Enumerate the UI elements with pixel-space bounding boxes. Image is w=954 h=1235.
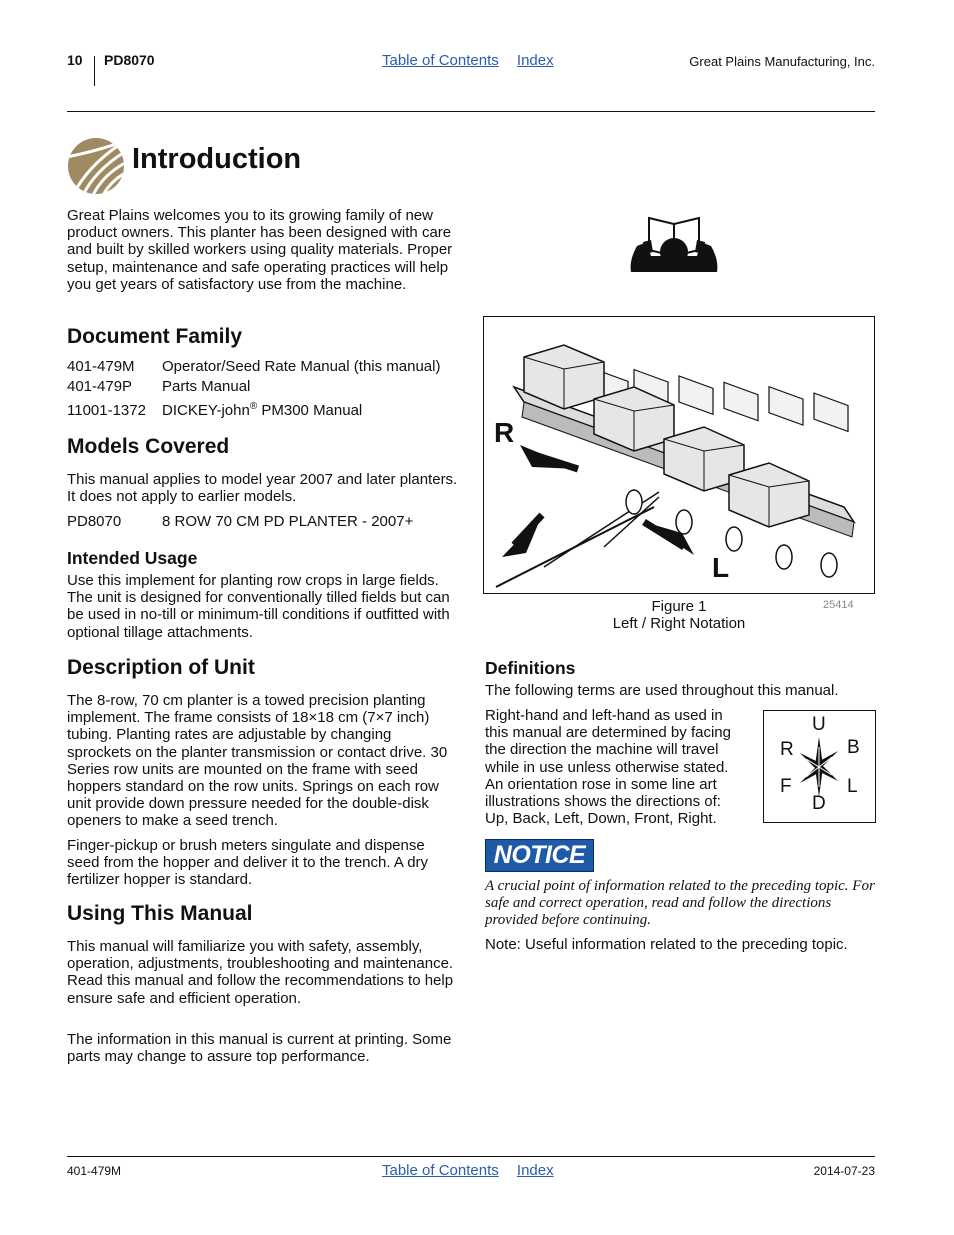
notice-badge: NOTICE — [485, 839, 594, 872]
footer-doc-number: 401-479M — [67, 1164, 122, 1178]
using-manual-para-1: This manual will familiarize you with safety, assembly, operation, adjustments, troubleshooting and maintenance. Read this manual and follow the recommendations to help ensure safe and efficient operation. — [67, 938, 454, 1007]
footer-date: 2014-07-23 — [813, 1164, 875, 1178]
definitions-heading: Definitions — [485, 658, 576, 678]
figure-number: 25414 — [823, 599, 854, 611]
table-row: 11001-1372 DICKEY-john® PM300 Manual — [67, 401, 363, 419]
description-heading: Description of Unit — [67, 656, 255, 679]
table-row: 401-479P Parts Manual — [67, 378, 251, 395]
header-nav — [382, 52, 568, 69]
models-covered-text: This manual applies to model year 2007 and later planters. It does not apply to earlier models. — [67, 471, 458, 506]
definitions-body: Right-hand and left-hand as used in this manual are determined by facing the direction the machine will travel while in use unless otherwise stated. An orientation rose in some line art illustrations shows the directions of: Up, Back, Left, Down, Front, Right. — [485, 707, 731, 828]
models-covered-heading: Models Covered — [67, 435, 230, 458]
rose-down-label: D — [812, 793, 826, 814]
orientation-rose — [763, 710, 876, 823]
page-number: 10 — [67, 52, 83, 68]
model-row: PD8070 8 ROW 70 CM PD PLANTER - 2007+ — [67, 513, 414, 530]
footer-index-link[interactable]: Index — [516, 1162, 554, 1179]
using-manual-heading: Using This Manual — [67, 902, 253, 925]
toc-link[interactable]: Table of Contents — [382, 52, 499, 69]
footer-nav — [382, 1162, 568, 1179]
rose-back-label: B — [847, 737, 860, 758]
table-row: 401-479M Operator/Seed Rate Manual (this manual) — [67, 358, 441, 375]
header-divider — [94, 56, 95, 86]
intro-paragraph: Great Plains welcomes you to its growing family of new product owners. This planter has been designed with care and built by skilled workers using quality materials. Proper setup, maintenance and safe operating practices will help you get years of satisfactory use from the machine. — [67, 207, 453, 293]
footer-toc-link[interactable]: Table of Contents — [382, 1162, 499, 1179]
header-rule — [67, 111, 875, 112]
index-link[interactable]: Index — [516, 52, 554, 69]
note-text: Note: Useful information related to the preceding topic. — [485, 936, 848, 953]
figure-label-right: R — [494, 417, 515, 448]
intended-usage-heading: Intended Usage — [67, 548, 198, 568]
header-model: PD8070 — [104, 52, 155, 68]
rose-front-label: F — [780, 776, 792, 797]
definitions-intro: The following terms are used throughout this manual. — [485, 682, 839, 699]
description-para-1: The 8-row, 70 cm planter is a towed precision planting implement. The frame consists of 18×18 cm (7×7 inch) tubing. Planting rates are adjustable by changing sprockets on the planter transmission or contact drive. 30 Series row units are mounted on the frame with seed hoppers standard on the row units. Springs on each row unit provide down pressure needed for the double-disk openers to make a seed trench. — [67, 692, 448, 830]
rose-right-label: R — [780, 739, 794, 760]
description-para-2: Finger-pickup or brush meters singulate and dispense seed from the hopper and deliver it to the trench. A dry fertilizer hopper is standard. — [67, 837, 429, 889]
using-manual-para-2: The information in this manual is current at printing. Some parts may change to assure top performance. — [67, 1031, 452, 1066]
figure-left-right-notation — [483, 316, 875, 594]
read-manual-icon — [627, 212, 722, 283]
planter-illustration — [484, 317, 874, 593]
notice-text: A crucial point of information related to the preceding topic. For safe and correct operation, read and follow the directions provided before continuing. — [485, 878, 875, 929]
rose-up-label: U — [812, 714, 826, 735]
document-family-heading: Document Family — [67, 325, 243, 348]
document-family-table — [67, 357, 467, 421]
figure-caption: Figure 1 Left / Right Notation — [612, 598, 746, 633]
header-company: Great Plains Manufacturing, Inc. — [689, 54, 875, 69]
intended-usage-text: Use this implement for planting row crops in large fields. The unit is designed for conventionally tilled fields but can be used in no-till or minimum-till conditions if outfitted with optional tillage attachments. — [67, 572, 450, 641]
rose-left-label: L — [847, 776, 858, 797]
footer-rule — [67, 1156, 875, 1157]
great-plains-logo-icon — [67, 137, 125, 200]
page-title: Introduction — [132, 143, 302, 175]
figure-label-left: L — [712, 552, 730, 583]
